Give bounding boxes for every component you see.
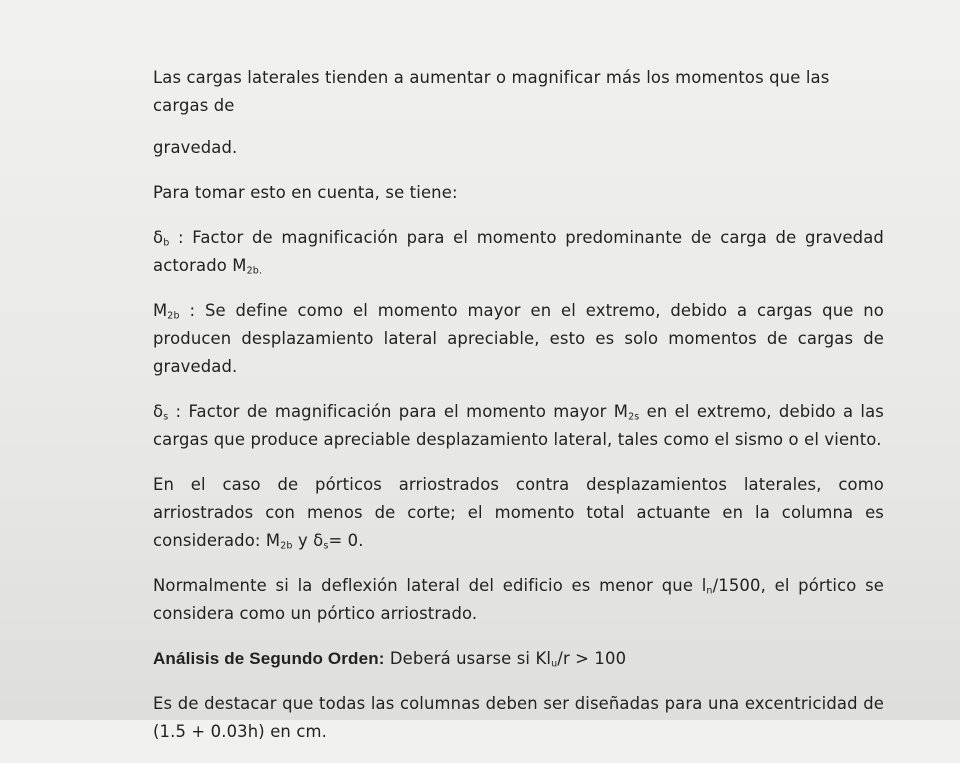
paragraph-eccentricity	[153, 690, 884, 746]
braced-frames-text-part1: En el caso de pórticos arriostrados contra desplazamientos laterales, como arriostrados con menos de corte; el momento total actuante en la columna es considerado: M	[153, 475, 884, 550]
delta-b-subscript: b	[163, 237, 170, 249]
delta-s-definition-part1: : Factor de magnificación para el momento mayor M	[168, 402, 629, 421]
m2b-subscript: 2b	[167, 310, 180, 322]
paragraph-lateral-loads	[153, 64, 884, 162]
deflection-l-subscript: n	[706, 585, 713, 597]
braced-frames-m-subscript: 2b	[280, 540, 293, 552]
slide-body	[153, 64, 884, 763]
delta-s-definition-part2: en el extremo, debido a las cargas que produce apreciable desplazamiento lateral, tales como el sismo o el viento.	[153, 402, 884, 449]
paragraph-intro	[153, 179, 884, 207]
deflection-text-part1: Normalmente si la deflexión lateral del edificio es menor que l	[153, 576, 707, 595]
paragraph-lateral-loads-line1: Las cargas laterales tienden a aumentar o magnificar más los momentos que las cargas de	[153, 68, 830, 115]
paragraph-delta-b	[153, 224, 884, 280]
paragraph-deflection	[153, 572, 884, 628]
delta-b-symbol: δ	[153, 228, 164, 247]
delta-s-m-subscript: 2s	[628, 411, 640, 423]
paragraph-second-order	[153, 645, 884, 673]
braced-frames-text-part3: = 0.	[328, 531, 364, 550]
delta-b-definition: Factor de magnificación para el momento predominante de carga de gravedad actorado M	[153, 228, 884, 275]
delta-b-m-subscript: 2b.	[246, 265, 263, 277]
m2b-definition: : Se define como el momento mayor en el extremo, debido a cargas que no producen desplazamiento lateral apreciable, esto es solo momentos de cargas de gravedad.	[153, 301, 884, 376]
deflection-text-part2: /1500, el pórtico se considera como un pórtico arriostrado.	[153, 576, 885, 623]
paragraph-braced-frames	[153, 471, 884, 555]
m2b-symbol: M	[153, 301, 168, 320]
braced-frames-delta-subscript: s	[323, 540, 329, 552]
delta-b-colon: :	[169, 228, 184, 247]
braced-frames-text-part2: y δ	[292, 531, 324, 550]
paragraph-intro-text: Para tomar esto en cuenta, se tiene:	[153, 183, 458, 202]
delta-s-symbol: δ	[153, 402, 164, 421]
paragraph-lateral-loads-line2: gravedad.	[153, 138, 238, 157]
paragraph-m2b	[153, 297, 884, 381]
eccentricity-text: Es de destacar que todas las columnas deben ser diseñadas para una excentricidad de (1.5 + 0.03h) en cm.	[153, 694, 884, 741]
delta-s-subscript: s	[163, 411, 169, 423]
second-order-heading: Análisis de Segundo Orden:	[153, 649, 385, 668]
paragraph-delta-s	[153, 398, 884, 454]
second-order-l-subscript: u	[551, 658, 558, 670]
second-order-text-part2: /r > 100	[557, 649, 627, 668]
second-order-text-part1: Deberá usarse si Kl	[384, 649, 552, 668]
